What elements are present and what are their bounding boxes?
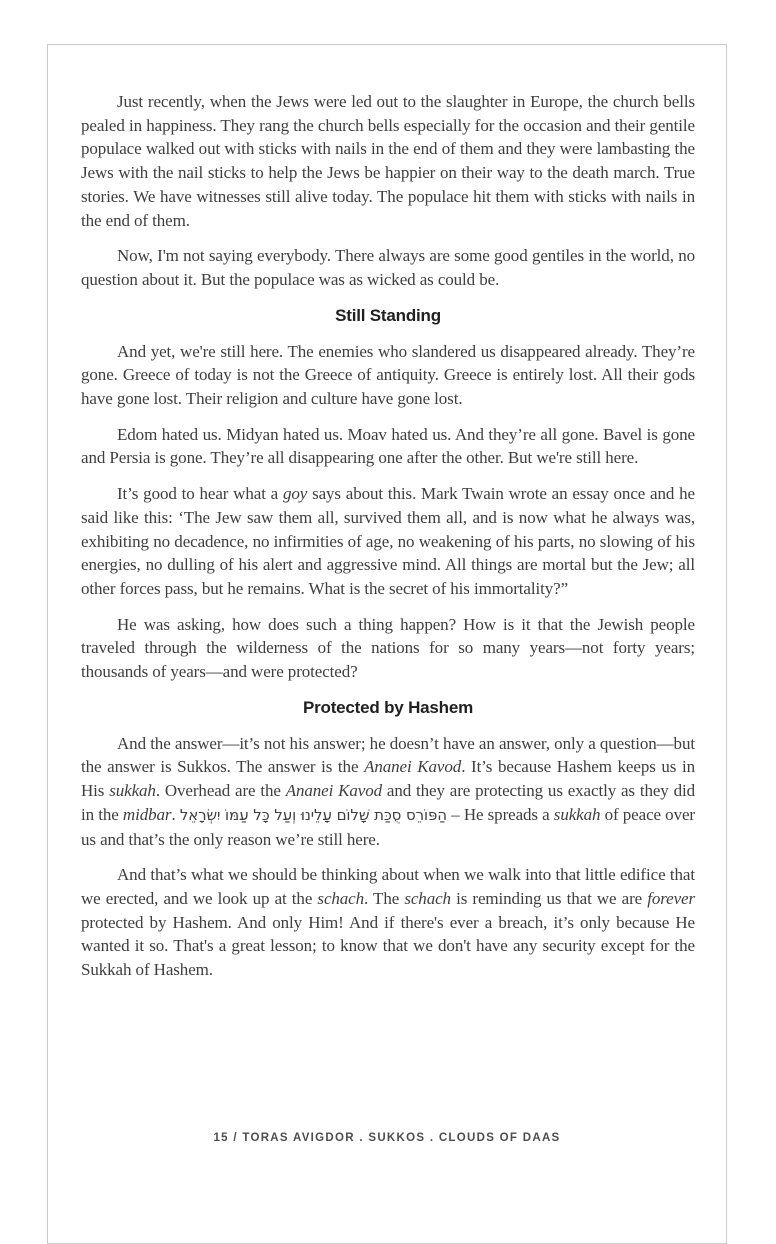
text-run: He was asking, how does such a thing happen? How is it that the Jewish people traveled through the wilderness of the nations for so many years—not forty years; thousands of years—and were protected? bbox=[81, 614, 695, 682]
italic-term: Ananei Kavod bbox=[285, 781, 383, 801]
text-run: And that’s what we should be thinking about when we walk into that little edifice that we erected, and we look up at the bbox=[81, 865, 695, 908]
text-run: and they are protecting us exactly as they did in the bbox=[81, 781, 695, 824]
text-run: – He spreads a bbox=[447, 804, 554, 824]
paragraph bbox=[81, 732, 695, 852]
paragraph bbox=[81, 863, 695, 982]
text-run: And the answer—it’s not his answer; he doesn’t have an answer, only a question—but the answer is Sukkos. The answer is the bbox=[81, 733, 695, 777]
text-run: protected by Hashem. And only Him! And if there's ever a breach, it’s only because He wanted it so. That's a great lesson; to know that we don't have any security except for the Sukkah of Hashem. bbox=[81, 912, 695, 980]
paragraph bbox=[81, 340, 695, 411]
paragraph bbox=[81, 613, 695, 684]
paragraph bbox=[81, 482, 695, 601]
page-footer bbox=[48, 1128, 726, 1146]
hebrew-phrase: הַפּוֹרֵס סֻכַּת שָׁלוֹם עָלֵינוּ וְעַל כָּל עַמּוֹ יִשְׂרָאֵל bbox=[179, 805, 447, 824]
paragraph bbox=[81, 423, 695, 470]
text-run: Now, I'm not saying everybody. There always are some good gentiles in the world, no question about it. But the populace was as wicked as could be. bbox=[81, 246, 695, 289]
text-run: . It’s because Hashem keeps us in His bbox=[81, 757, 695, 801]
text-run: says about this. Mark Twain wrote an essay once and he said like this: ‘The Jew saw them all, survived them all, and is now what he always was, exhibiting no decadence, no infirmities of age, no weakening of his parts, no slowing of his energies, no dulling of his alert and aggressive mind. All things are mortal but the Jew; all other forces pass, but he remains. What is the secret of his immortality?” bbox=[81, 484, 695, 598]
italic-term: goy bbox=[282, 484, 308, 504]
text-run: And yet, we're still here. The enemies who slandered us disappeared already. They’re gone. Greece of today is not the Greece of antiquity. Greece is entirely lost. All their gods have gone lost. Their religion and culture have gone lost. bbox=[81, 341, 695, 409]
italic-term: Ananei Kavod bbox=[364, 757, 462, 777]
paragraph bbox=[81, 90, 695, 232]
italic-term: schach bbox=[317, 888, 365, 908]
italic-term: schach bbox=[404, 888, 451, 908]
text-run: . The bbox=[364, 888, 405, 908]
text-run: Edom hated us. Midyan hated us. Moav hated us. And they’re all gone. Bavel is gone and Persia is gone. They’re all disappearing one after the other. But we're still here. bbox=[81, 424, 695, 468]
text-run: . bbox=[171, 804, 180, 824]
italic-term: sukkah bbox=[109, 781, 156, 801]
italic-term: forever bbox=[647, 888, 695, 908]
page-content bbox=[48, 45, 726, 982]
text-run: is reminding us that we are bbox=[450, 888, 648, 908]
footer-text: 15 / TORAS AVIGDOR . SUKKOS . CLOUDS OF DAAS bbox=[213, 1132, 561, 1144]
document-page bbox=[47, 44, 727, 1244]
text-run: It’s good to hear what a bbox=[117, 484, 283, 504]
section-heading: Protected by Hashem bbox=[302, 697, 474, 717]
italic-term: sukkah bbox=[553, 804, 601, 824]
paragraph bbox=[81, 244, 695, 291]
italic-term: midbar bbox=[122, 804, 172, 824]
text-run: . Overhead are the bbox=[155, 781, 286, 801]
text-run: of peace over us and that’s the only reason we’re still here. bbox=[81, 804, 695, 849]
section-heading: Still Standing bbox=[335, 305, 441, 325]
text-run: Just recently, when the Jews were led out to the slaughter in Europe, the church bells pealed in happiness. They rang the church bells especially for the occasion and their gentile populace walked out with sticks with nails in the end of them and they were lambasting the Jews with the nail sticks to help the Jews be happier on their way to the death march. True stories. We have witnesses still alive today. The populace hit them with sticks with nails in the end of them. bbox=[81, 92, 695, 230]
